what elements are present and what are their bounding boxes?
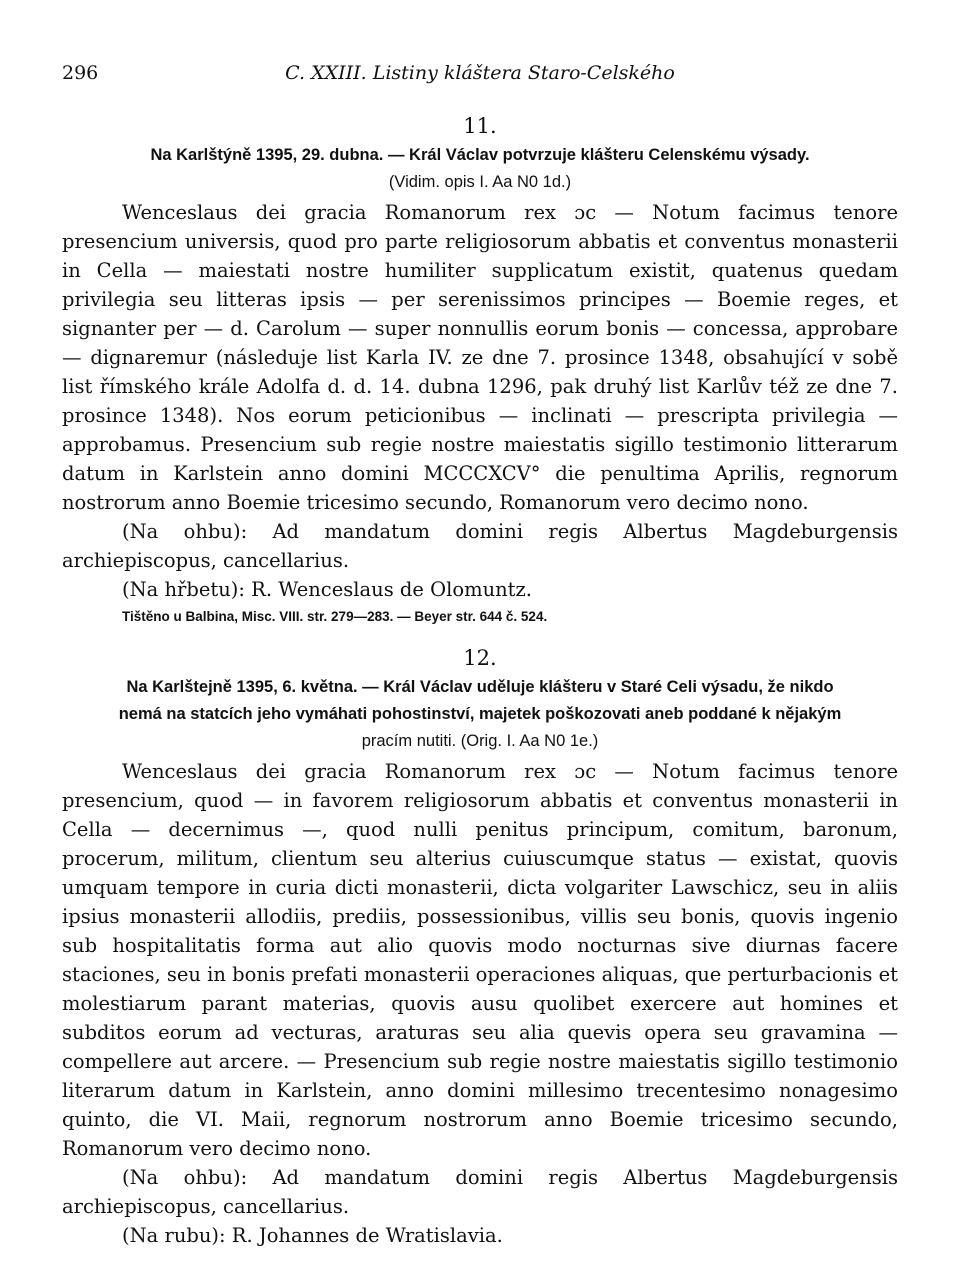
running-header [62,62,898,92]
charter-body: Wenceslaus dei gracia Romanorum rex ɔc — Notum facimus tenore presencium universis, quod pro parte religiosorum abbatis et conventus monasterii in Cella — maiestati nostre humiliter supplicatum existit, quatenus quedam privilegia seu litteras ipsis — per serenissimos principes — Boemie reges, et signanter per — d. Carolum — super nonnullis eorum bonis — concessa, approbare — dignaremur (následuje list Karla IV. ze dne 7. prosince 1348, obsahující v sobě list římského krále Adolfa d. d. 14. dubna 1296, pak druhý list Karlův též ze dne 7. prosince 1348). Nos eorum peticionibus — inclinati — prescripta privilegia — approbamus. Presencium sub regie nostre maiestatis sigillo testimonio litterarum datum in Karlstein anno domini MCCCXCV° die penultima Aprilis, regnorum nostrorum anno Boemie tricesimo secundo, Romanorum vero decimo nono. [62,201,898,514]
page-number: 296 [62,62,99,84]
endorsement-note: (Na ohbu): Ad mandatum domini regis Albertus Magdeburgensis archiepiscopus, cancellarius. [62,1166,898,1218]
charter-body: Wenceslaus dei gracia Romanorum rex ɔc — Notum facimus tenore presencium, quod — in favorem religiosorum abbatis et conventus monasterii in Cella — decernimus —, quod nulli penitus principum, comitum, baronum, procerum, militum, clientum seu alterius cuiuscumque status — existat, quovis umquam tempore in curia dicti monasterii, dicta volgariter Lawschicz, seu in aliis ipsius monasterii allodiis, prediis, possessionibus, villis seu bonis, quovis ingenio sub hospitalitatis forma aut alio quovis modo nocturnas sive diurnas facere staciones, seu in bonis prefati monasterii operaciones aliquas, que perturbacionis et molestiarum parant materias, quovis ausu quolibet exercere aut homines et subditos eorum ad vecturas, araturas seu alia quevis opera seu gravamina — compellere aut arcere. — Presencium sub regie nostre maiestatis sigillo testimonio literarum datum in Karlstein, anno domini millesimo trecentesimo nonagesimo quinto, die VI. Maii, regnorum nostrorum anno Boemie tricesimo secundo, Romanorum vero decimo nono. [62,760,898,1160]
endorsement-note: (Na hřbetu): R. Wenceslaus de Olomuntz. [122,578,532,601]
charter-number: 12. [463,646,497,670]
regest-line: (Vidim. opis I. Aa N0 1d.) [388,173,572,191]
regest-line: nemá na statcích jeho vymáhati pohostinství, majetek poškozovati aneb poddané k nějakým [118,705,842,723]
regest-line: pracím nutiti. (Orig. I. Aa N0 1e.) [361,732,599,750]
charter-11 [62,112,898,630]
regest-line: Na Karlštýně 1395, 29. dubna. — Král Václav potvrzuje klášteru Celenskému výsady. [150,146,810,164]
running-title: C. XXIII. Listiny kláštera Staro-Celského [285,62,675,84]
charter-regest [62,674,898,755]
source-citation: Tištěno u Balbina, Misc. VIII. str. 279—283. — Beyer str. 644 č. 524. [122,609,548,624]
charter-12 [62,644,898,1250]
charter-number: 11. [463,114,497,138]
regest-line: Na Karlštejně 1395, 6. května. — Král Václav uděluje klášteru v Staré Celi výsadu, že nikdo [126,678,834,696]
endorsement-note: (Na ohbu): Ad mandatum domini regis Albertus Magdeburgensis archiepiscopus, cancellarius. [62,520,898,572]
page-content [62,112,898,1250]
endorsement-note: (Na rubu): R. Johannes de Wratislavia. [122,1224,503,1247]
charter-regest [62,142,898,196]
